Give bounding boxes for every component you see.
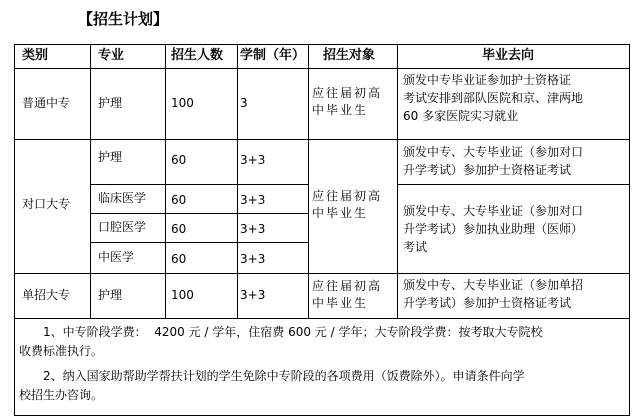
header-major: 专业 bbox=[98, 48, 125, 63]
count-cell: 100 bbox=[171, 288, 194, 302]
header-count: 招生人数 bbox=[171, 48, 224, 63]
years-cell: 3+3 bbox=[240, 153, 266, 167]
column-divider bbox=[308, 44, 309, 318]
years-cell: 3+3 bbox=[240, 222, 266, 236]
destination-line: 升学考试）参加护士资格证考试 bbox=[403, 163, 572, 177]
count-cell: 60 bbox=[171, 222, 187, 236]
destination-line: 升学考试）参加护士资格证考试 bbox=[403, 296, 572, 310]
header-divider bbox=[14, 68, 630, 69]
note-line: 1、中专阶段学费： 4200 元 / 学年，住宿费 600 元 / 学年；大专阶段学费：按考取大专院校 bbox=[19, 325, 543, 339]
row-divider bbox=[90, 242, 308, 243]
column-divider bbox=[397, 44, 398, 318]
column-divider bbox=[237, 44, 238, 318]
table-border-top bbox=[14, 44, 630, 45]
header-category: 类别 bbox=[22, 48, 49, 63]
target-cell: 应往届初高 bbox=[312, 86, 383, 100]
table-border-left bbox=[14, 44, 15, 416]
count-cell: 60 bbox=[171, 193, 187, 207]
header-target: 招生对象 bbox=[323, 48, 376, 63]
major-cell: 口腔医学 bbox=[98, 220, 147, 234]
major-cell: 护理 bbox=[98, 288, 123, 302]
target-cell: 应往届初高 bbox=[312, 279, 383, 293]
row-divider bbox=[90, 184, 308, 185]
column-divider bbox=[165, 44, 166, 318]
table-border-bottom bbox=[14, 415, 630, 416]
major-cell: 中医学 bbox=[98, 250, 135, 264]
destination-line: 颁发中专毕业证参加护士资格证 bbox=[403, 73, 572, 87]
count-cell: 60 bbox=[171, 252, 187, 266]
destination-line: 颁发中专、大专毕业证（参加对口 bbox=[403, 145, 584, 159]
major-cell: 护理 bbox=[98, 96, 123, 110]
destination-line: 升学考试）参加执业助理（医师） bbox=[403, 222, 584, 236]
years-cell: 3+3 bbox=[240, 193, 266, 207]
section-title: 【招生计划】 bbox=[78, 10, 169, 28]
target-cell: 中毕业生 bbox=[312, 103, 369, 117]
years-cell: 3 bbox=[240, 96, 248, 110]
destination-line: 考试 bbox=[403, 240, 428, 254]
count-cell: 100 bbox=[171, 96, 194, 110]
column-divider bbox=[90, 44, 91, 318]
enrollment-plan-table bbox=[14, 44, 630, 416]
years-cell: 3+3 bbox=[240, 252, 266, 266]
category-cell: 普通中专 bbox=[22, 96, 71, 110]
note-line: 收费标准执行。 bbox=[19, 344, 104, 358]
count-cell: 60 bbox=[171, 153, 187, 167]
target-cell: 应往届初高 bbox=[312, 189, 383, 203]
years-cell: 3+3 bbox=[240, 288, 266, 302]
category-cell: 单招大专 bbox=[22, 288, 71, 302]
destination-line: 考试安排到部队医院和京、津两地 bbox=[403, 91, 584, 105]
row-divider bbox=[14, 273, 630, 274]
table-border-right bbox=[629, 44, 630, 416]
category-cell: 对口大专 bbox=[22, 197, 71, 211]
header-years: 学制（年） bbox=[240, 48, 306, 63]
major-cell: 护理 bbox=[98, 150, 123, 164]
destination-line: 颁发中专、大专毕业证（参加单招 bbox=[403, 278, 584, 292]
row-divider bbox=[14, 318, 630, 319]
destination-line: 60 多家医院实习就业 bbox=[403, 109, 519, 123]
row-divider bbox=[90, 213, 308, 214]
major-cell: 临床医学 bbox=[98, 191, 147, 205]
header-destination: 毕业去向 bbox=[482, 48, 535, 63]
note-line: 校招生办咨询。 bbox=[19, 388, 104, 402]
row-divider bbox=[14, 139, 630, 140]
target-cell: 中毕业生 bbox=[312, 206, 369, 220]
note-line: 2、纳入国家助帮助学帮扶计划的学生免除中专阶段的各项费用（饭费除外）。申请条件向学 bbox=[19, 369, 525, 383]
destination-line: 颁发中专、大专毕业证（参加对口 bbox=[403, 204, 584, 218]
target-cell: 中毕业生 bbox=[312, 296, 369, 310]
row-divider bbox=[397, 184, 630, 185]
